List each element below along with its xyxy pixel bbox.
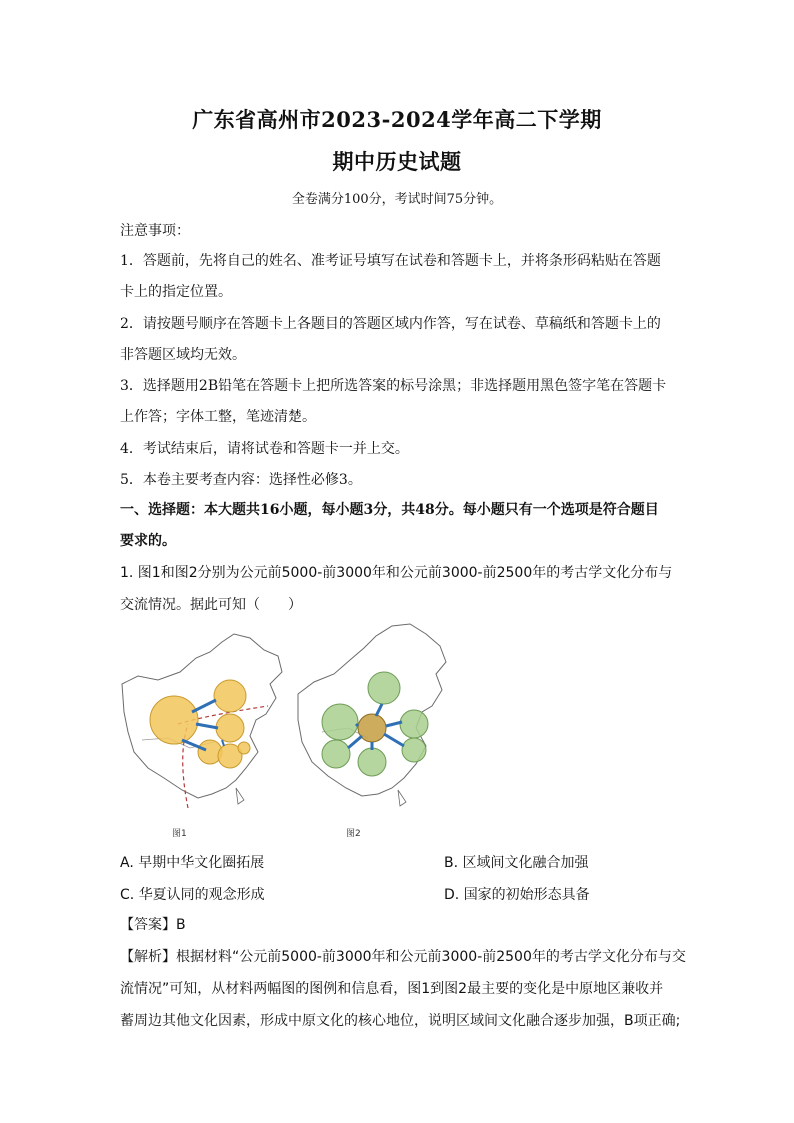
option-a: [120, 852, 264, 872]
analysis-line: 流情况”可知，从材料两幅图的图例和信息看，图1到图2最主要的变化是中原地区兼收并: [120, 981, 664, 997]
note-line: 上作答；字体工整，笔迹清楚。: [120, 409, 316, 425]
option-d-text: 国家的初始形态具备: [463, 887, 590, 903]
section-heading-line2: 要求的。: [120, 533, 176, 549]
notes-heading: 注意事项：: [120, 223, 190, 239]
question-stem-line2: 交流情况。据此可知（ ）: [120, 597, 302, 613]
option-c-key: C.: [120, 887, 135, 903]
option-b: [444, 852, 589, 872]
note-line: 3．选择题用2B铅笔在答题卡上把所选答案的标号涂黑；非选择题用黑色签字笔在答题卡: [120, 378, 667, 394]
figure-1-map: [118, 628, 288, 828]
answer-label: 【答案】B: [120, 917, 186, 933]
note-line: 卡上的指定位置。: [120, 284, 232, 300]
note-line: 非答题区域均无效。: [120, 347, 246, 363]
figure-1-caption: 图1: [172, 829, 187, 839]
exam-info: 全卷满分100分，考试时间75分钟。: [291, 192, 503, 207]
figure-2-map: [292, 620, 450, 828]
note-line: 4．考试结束后，请将试卷和答题卡一并上交。: [120, 441, 409, 457]
page-title-line2: 期中历史试题: [332, 149, 462, 174]
note-line: 1．答题前，先将自己的姓名、准考证号填写在试卷和答题卡上，并将条形码粘贴在答题: [120, 253, 661, 269]
option-c-text: 华夏认同的观念形成: [138, 887, 265, 903]
option-d: [444, 884, 590, 904]
option-c: [120, 884, 265, 904]
option-b-key: B.: [444, 855, 459, 871]
option-a-text: 早期中华文化圈拓展: [138, 855, 265, 871]
section-heading: 一、选择题：本大题共16小题，每小题3分，共48分。每小题只有一个选项是符合题目: [120, 502, 659, 518]
analysis-line: 蓄周边其他文化因素，形成中原文化的核心地位，说明区域间文化融合逐步加强，B项正确;: [120, 1013, 681, 1029]
analysis-line: 【解析】根据材料“公元前5000-前3000年和公元前3000-前2500年的考古学文化分布与交: [120, 949, 686, 965]
figure-2-caption: 图2: [346, 829, 361, 839]
question-stem: 1. 图1和图2分别为公元前5000-前3000年和公元前3000-前2500年的考古学文化分布与: [120, 565, 673, 581]
option-a-key: A.: [120, 855, 134, 871]
note-line: 5．本卷主要考查内容：选择性必修3。: [120, 472, 362, 488]
note-line: 2．请按题号顺序在答题卡上各题目的答题区域内作答，写在试卷、草稿纸和答题卡上的: [120, 316, 661, 332]
option-d-key: D.: [444, 887, 460, 903]
option-b-text: 区域间文化融合加强: [462, 855, 589, 871]
page-title: 广东省高州市2023-2024学年高二下学期: [192, 107, 602, 132]
